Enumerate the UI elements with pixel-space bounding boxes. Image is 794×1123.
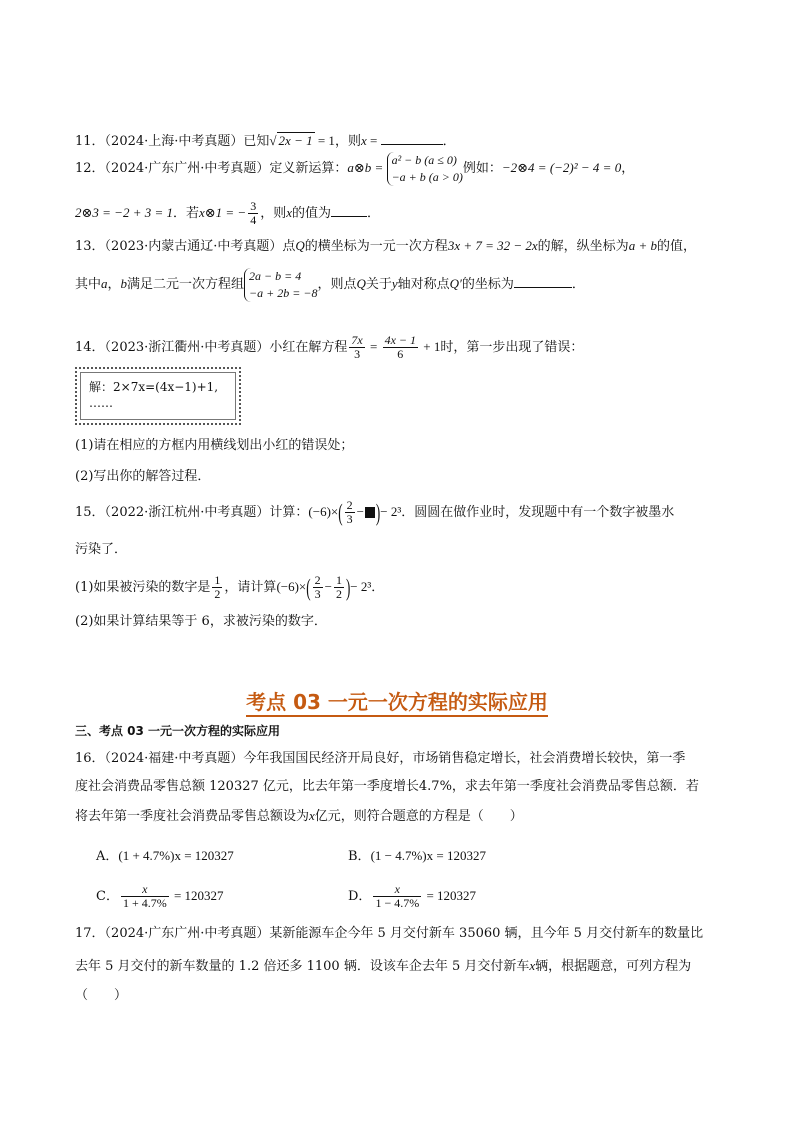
- q14-subquestion-2: (2)写出你的解答过程．: [75, 469, 211, 484]
- answer-blank[interactable]: [381, 132, 443, 145]
- question-17: 17．（2024·广东广州·中考真题）某新能源车企今年 5 月交付新车 35060 辆，且今年 5 月交付新车的数量比: [75, 926, 704, 941]
- option-a[interactable]: A．(1 + 4.7%)x = 120327: [96, 848, 234, 864]
- question-15-line2: 污染了．: [75, 542, 128, 557]
- question-16-line2: 度社会消费品零售总额 120327 亿元，比去年第一季度增长4.7%，求去年第一季度社会消费品零售总额．若: [75, 779, 699, 794]
- question-13: 13．（2023·内蒙古通辽·中考真题）点Q的横坐标为一元一次方程3x + 7 = 32 − 2x的解，纵坐标为a + b的值，: [75, 238, 696, 254]
- option-c[interactable]: C． $\frac{x}{1 + 4.7\%}$ = 120327: [96, 882, 224, 910]
- equation-system: 2a − b = 4 −a + 2b = −8: [244, 268, 317, 302]
- option-d[interactable]: D． $\frac{x}{1 - 4.7\%}$ = 120327: [348, 882, 477, 910]
- ink-stain-icon: [365, 507, 375, 518]
- answer-blank[interactable]: [331, 204, 367, 217]
- option-b[interactable]: B．(1 − 4.7%)x = 120327: [348, 848, 486, 864]
- q15-subquestion-2: (2)如果计算结果等于 6，求被污染的数字．: [75, 614, 327, 629]
- question-11: 11．（2024·上海·中考真题）已知√ 2x − 1 = 1，则x = ．: [75, 133, 456, 149]
- solution-step[interactable]: 解：2×7x=(4x−1)+1,: [89, 380, 219, 394]
- q14-subquestion-1: (1)请在相应的方框内用横线划出小红的错误处；: [75, 438, 354, 453]
- question-13-line2: 其中a，b满足二元一次方程组 2a − b = 4 −a + 2b = −8 ，则点Q关于y轴对称点Q′的坐标为 ．: [75, 268, 585, 300]
- question-16: 16．（2024·福建·中考真题）今年我国国民经济开局良好，市场销售稳定增长，社会消费增长较快，第一季: [75, 751, 686, 766]
- section-heading: 考点 03 一元一次方程的实际应用: [0, 686, 794, 715]
- piecewise-cases: a² − b (a ≤ 0) −a + b (a > 0): [387, 152, 463, 186]
- question-15: 15．（2022·浙江杭州·中考真题）计算：(−6)×( $\frac{2}{3}$ − )− 2³．圆圆在做作业时，发现题中有一个数字被墨水: [75, 497, 675, 526]
- question-12-line2: 2⊗3 = −2 + 3 = 1．若x⊗1 = − $\frac{3}{4}$ ，则x的值为 ．: [75, 199, 381, 227]
- question-16-line3: 将去年第一季度社会消费品零售总额设为x亿元，则符合题意的方程是（ ）: [75, 808, 523, 824]
- answer-blank[interactable]: [514, 275, 572, 288]
- solution-box: 解：2×7x=(4x−1)+1, ……: [75, 367, 241, 425]
- question-17-line3: （ ）: [75, 988, 128, 1003]
- question-14: 14．（2023·浙江衢州·中考真题）小红在解方程 $\frac{7x}{3}$ = $\frac{4x - 1}{6}$ + 1时，第一步出现了错误：: [75, 333, 584, 361]
- question-12: 12．（2024·广东广州·中考真题）定义新运算：a⊗b = a² − b (a ≤ 0) −a + b (a > 0) 例如：−2⊗4 = (−2)² − 4 = 0，: [75, 152, 635, 184]
- q15-subquestion-1: (1)如果被污染的数字是 $\frac{1}{2}$ ，请计算(−6)×( $\frac{2}{3}$ − $\frac{1}{2}$ )− 2³．: [75, 572, 385, 601]
- question-17-line2: 去年 5 月交付的新车数量的 1.2 倍还多 1100 辆．设该车企去年 5 月交付新车x辆，根据题意，可列方程为: [75, 958, 692, 974]
- section-subheading: 三、考点 03 一元一次方程的实际应用: [75, 724, 281, 738]
